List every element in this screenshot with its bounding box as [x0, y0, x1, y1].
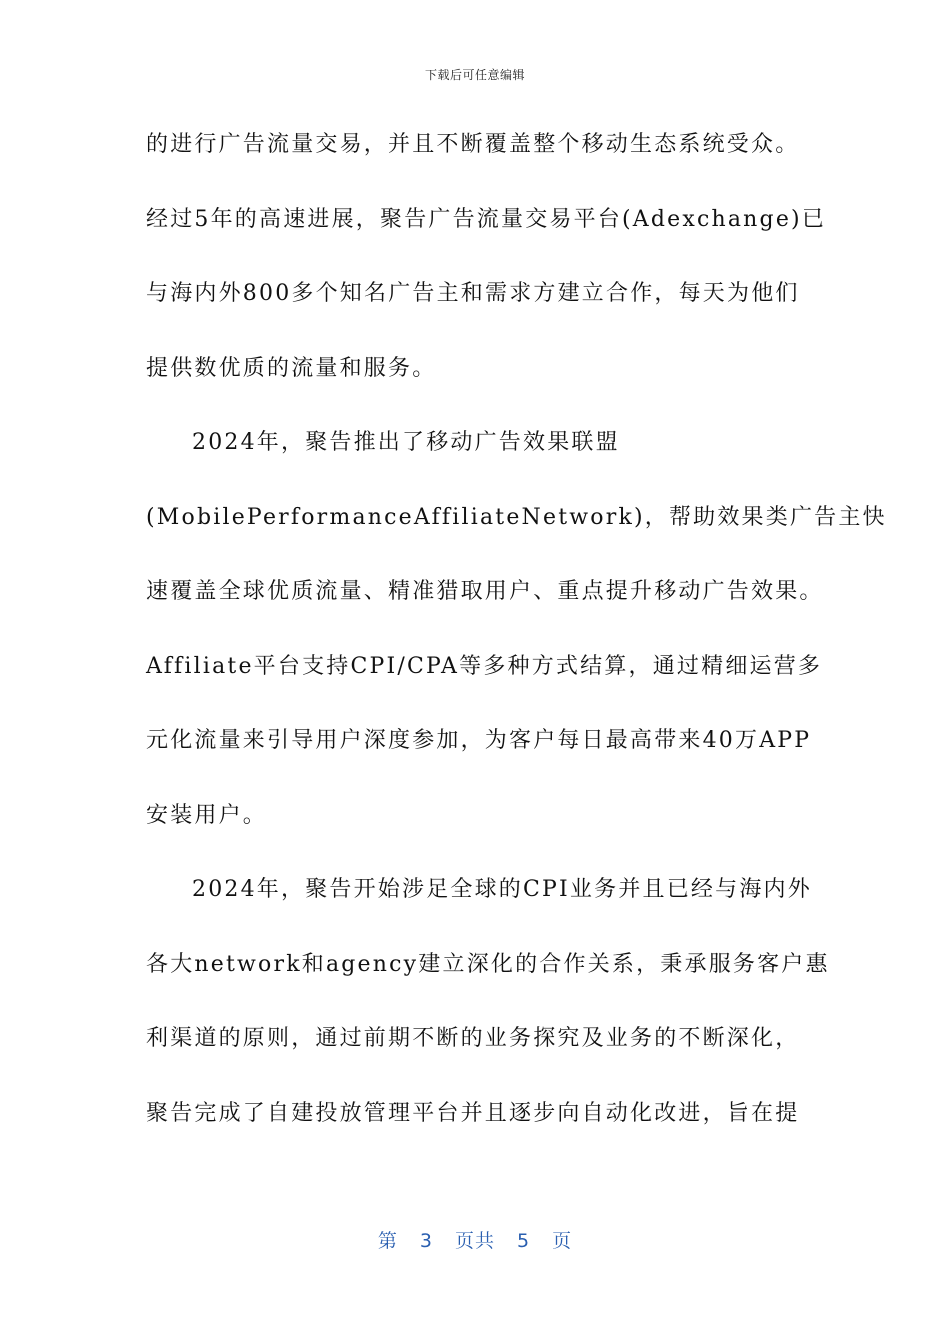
body-line-paragraph-start: 2024年，聚告推出了移动广告效果联盟	[192, 430, 620, 455]
body-text	[146, 123, 887, 1166]
body-line-paragraph-start: 2024年，聚告开始涉足全球的CPI业务并且已经与海内外	[192, 877, 812, 902]
body-line: 安装用户。	[146, 802, 268, 828]
page-footer	[0, 1226, 950, 1253]
header-note: 下载后可任意编辑	[424, 68, 525, 82]
body-line: Affiliate平台支持CPI/CPA等多种方式结算，通过精细运营多	[146, 653, 823, 679]
body-line: 与海内外800多个知名广告主和需求方建立合作，每天为他们	[146, 281, 800, 306]
footer-middle: 页共	[454, 1230, 495, 1252]
body-line: 元化流量来引导用户深度参加，为客户每日最高带来40万APP	[146, 728, 812, 753]
body-line: 利渠道的原则，通过前期不断的业务探究及业务的不断深化，	[146, 1026, 800, 1051]
body-line: 的进行广告流量交易，并且不断覆盖整个移动生态系统受众。	[146, 132, 800, 157]
body-line: 聚告完成了自建投放管理平台并且逐步向自动化改进，旨在提	[146, 1100, 800, 1126]
body-line: 速覆盖全球优质流量、精准猎取用户、重点提升移动广告效果。	[146, 579, 824, 604]
footer-current-page: 3	[419, 1230, 433, 1252]
body-line: 各大network和agency建立深化的合作关系，秉承服务客户惠	[146, 951, 830, 977]
body-line: 经过5年的高速进展，聚告广告流量交易平台(Adexchange)已	[146, 206, 827, 232]
body-line: 提供数优质的流量和服务。	[146, 355, 437, 381]
body-line: (MobilePerformanceAffiliateNetwork)，帮助效果类广告主快	[146, 504, 887, 530]
footer-suffix: 页	[552, 1230, 573, 1252]
footer-prefix: 第	[377, 1230, 398, 1252]
footer-total-pages: 5	[517, 1230, 531, 1252]
